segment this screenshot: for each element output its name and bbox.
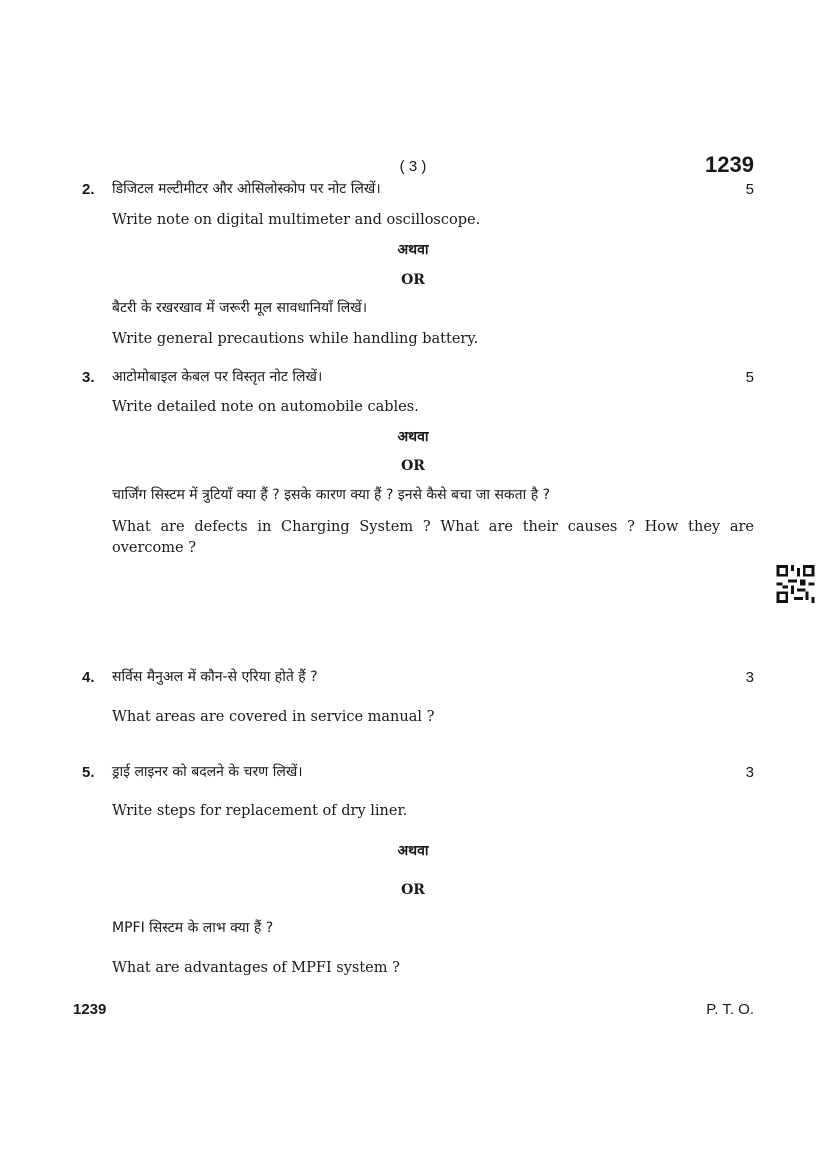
question-number: 4. [82, 669, 95, 686]
or-english: OR [401, 882, 425, 898]
alternative-hindi: MPFI सिस्टम के लाभ क्या हैं ? [112, 920, 274, 936]
question-marks: 5 [745, 181, 754, 198]
or-hindi: अथवा [397, 843, 429, 859]
paper-code: 1239 [705, 152, 754, 177]
alternative-english: What are defects in Charging System ? What are their causes ? How they are overcome ? [112, 519, 754, 556]
question-marks: 3 [745, 669, 754, 686]
footer-paper-code: 1239 [73, 1001, 107, 1018]
question-marks: 5 [745, 369, 754, 386]
please-turn-over: P. T. O. [706, 1001, 754, 1018]
or-english: OR [401, 272, 425, 288]
or-hindi: अथवा [397, 429, 429, 445]
page-number: ( 3 ) [399, 158, 427, 175]
alternative-english: What are advantages of MPFI system ? [112, 960, 400, 976]
question-number: 2. [82, 181, 95, 198]
alternative-hindi: चार्जिंग सिस्टम में त्रुटियाँ क्या हैं ? इसके कारण क्या हैं ? इनसे कैसे बचा जा सकता है ? [112, 487, 551, 503]
or-english: OR [401, 458, 425, 474]
question-english: What areas are covered in service manual ? [112, 709, 435, 725]
question-hindi: ड्राई लाइनर को बदलने के चरण लिखें। [112, 764, 303, 780]
question-english: Write steps for replacement of dry liner. [112, 803, 408, 819]
question-english: Write note on digital multimeter and oscilloscope. [112, 212, 481, 228]
alternative-hindi: बैटरी के रखरखाव में जरूरी मूल सावधानियाँ लिखें। [112, 300, 368, 316]
or-hindi: अथवा [397, 242, 429, 258]
question-hindi: डिजिटल मल्टीमीटर और ओसिलोस्कोप पर नोट लिखें। [112, 181, 381, 197]
question-marks: 3 [745, 764, 754, 781]
question-hindi: सर्विस मैनुअल में कौन-से एरिया होते हैं ? [112, 669, 318, 685]
question-number: 3. [82, 369, 95, 386]
alternative-english: Write general precautions while handling battery. [112, 331, 479, 347]
question-number: 5. [82, 764, 95, 781]
question-english: Write detailed note on automobile cables. [112, 399, 419, 415]
qr-code [776, 565, 815, 603]
question-hindi: आटोमोबाइल केबल पर विस्तृत नोट लिखें। [112, 369, 323, 385]
